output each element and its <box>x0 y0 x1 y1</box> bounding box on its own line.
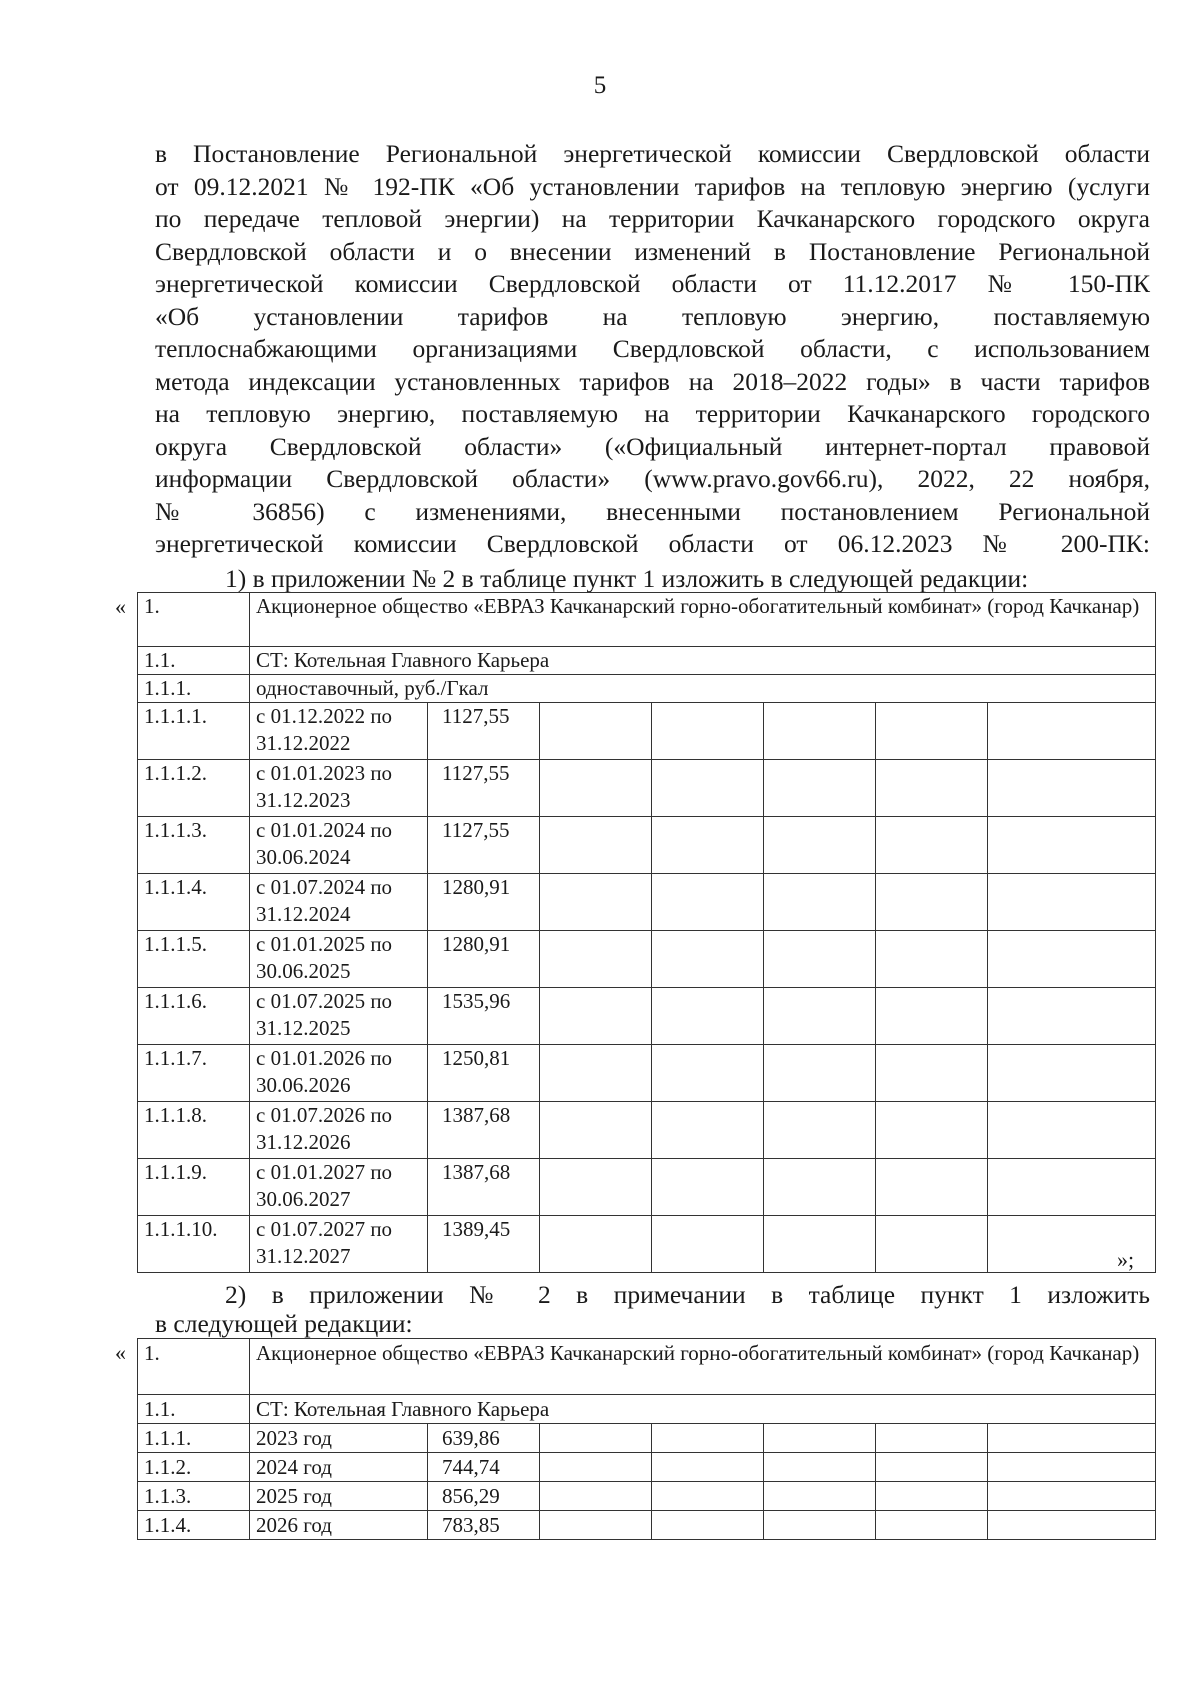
empty-cell <box>652 988 764 1045</box>
row-number: 1.1.4. <box>138 1511 250 1540</box>
intro-line: метода индексации установленных тарифов на 2018–2022 годы» в части тарифов <box>155 366 1150 396</box>
empty-cell <box>764 760 876 817</box>
period-cell: с 01.01.2024 по 30.06.2024 <box>250 817 428 874</box>
tariff-value: 1387,68 <box>428 1102 540 1159</box>
row-number: 1.1.2. <box>138 1453 250 1482</box>
empty-cell <box>652 1216 764 1273</box>
table-row <box>138 988 1156 1045</box>
empty-cell <box>764 817 876 874</box>
empty-cell <box>876 1453 988 1482</box>
item-2-text-cont: в следующей редакции: <box>155 1309 413 1338</box>
period-cell: с 01.01.2027 по 30.06.2027 <box>250 1159 428 1216</box>
table-row <box>138 1339 1156 1395</box>
intro-line: № 36856) с изменениями, внесенными постановлением Региональной <box>155 496 1150 526</box>
empty-cell <box>876 1102 988 1159</box>
empty-cell <box>540 703 652 760</box>
empty-cell <box>540 874 652 931</box>
intro-line: теплоснабжающими организациями Свердловской области, с использованием <box>155 334 1150 363</box>
table-row <box>138 593 1156 647</box>
table-row <box>138 760 1156 817</box>
empty-cell <box>764 1102 876 1159</box>
org-name: Акционерное общество «ЕВРАЗ Качканарский горно-обогатительный комбинат» (город Качканар) <box>250 593 1156 647</box>
empty-cell <box>540 1216 652 1273</box>
intro-line: на тепловую энергию, поставляемую на территории Качканарского городского <box>155 399 1150 428</box>
row-number: 1.1. <box>138 647 250 675</box>
empty-cell <box>652 817 764 874</box>
period-cell: с 01.01.2025 по 30.06.2025 <box>250 931 428 988</box>
row-number: 1.1.3. <box>138 1482 250 1511</box>
intro-line: округа Свердловской области» («Официальный интернет-портал правовой <box>155 431 1150 461</box>
note-value: 744,74 <box>428 1453 540 1482</box>
empty-cell <box>764 874 876 931</box>
period-cell: с 01.07.2025 по 31.12.2025 <box>250 988 428 1045</box>
empty-cell <box>540 1511 652 1540</box>
empty-cell <box>876 1482 988 1511</box>
empty-cell <box>764 1159 876 1216</box>
tariff-value: 1127,55 <box>428 760 540 817</box>
empty-cell <box>540 1453 652 1482</box>
row-number: 1.1.1.1. <box>138 703 250 760</box>
year-cell: 2025 год <box>250 1482 428 1511</box>
empty-cell <box>876 1216 988 1273</box>
table-row <box>138 1453 1156 1482</box>
note-value: 783,85 <box>428 1511 540 1540</box>
empty-cell <box>876 760 988 817</box>
tariff-value: 1389,45 <box>428 1216 540 1273</box>
row-number: 1.1. <box>138 1395 250 1424</box>
note-value: 639,86 <box>428 1424 540 1453</box>
empty-cell <box>540 1045 652 1102</box>
empty-cell <box>876 1045 988 1102</box>
intro-line: энергетической комиссии Свердловской области от 11.12.2017 № 150-ПК <box>155 269 1150 298</box>
empty-cell <box>876 988 988 1045</box>
empty-cell <box>652 1045 764 1102</box>
year-cell: 2026 год <box>250 1511 428 1540</box>
tariff-type: одноставочный, руб./Гкал <box>250 675 1156 703</box>
table-row <box>138 647 1156 675</box>
row-number: 1.1.1.9. <box>138 1159 250 1216</box>
empty-cell <box>652 1159 764 1216</box>
open-quote-2: « <box>115 1340 126 1365</box>
row-number: 1.1.1.10. <box>138 1216 250 1273</box>
empty-cell <box>764 1511 876 1540</box>
tariff-value: 1250,81 <box>428 1045 540 1102</box>
empty-cell <box>988 1482 1156 1511</box>
table-row <box>138 874 1156 931</box>
empty-cell <box>876 931 988 988</box>
empty-cell <box>988 1453 1156 1482</box>
empty-cell <box>652 703 764 760</box>
intro-line: в Постановление Региональной энергетической комиссии Свердловской области <box>155 139 1150 168</box>
empty-cell <box>988 703 1156 760</box>
empty-cell <box>876 874 988 931</box>
table-row <box>138 1216 1156 1273</box>
source-name: СТ: Котельная Главного Карьера <box>250 1395 1156 1424</box>
intro-line: «Об установлении тарифов на тепловую энергию, поставляемую <box>155 301 1150 331</box>
empty-cell <box>764 1424 876 1453</box>
empty-cell <box>540 1102 652 1159</box>
row-number: 1.1.1.8. <box>138 1102 250 1159</box>
tariff-value: 1387,68 <box>428 1159 540 1216</box>
table-row <box>138 1424 1156 1453</box>
row-number: 1. <box>138 1339 250 1395</box>
table-row <box>138 817 1156 874</box>
item-1-text: 1) в приложении № 2 в таблице пункт 1 изложить в следующей редакции: <box>225 564 1029 593</box>
empty-cell <box>540 931 652 988</box>
period-cell: с 01.07.2027 по 31.12.2027 <box>250 1216 428 1273</box>
empty-cell <box>540 988 652 1045</box>
row-number: 1.1.1.3. <box>138 817 250 874</box>
empty-cell <box>764 1482 876 1511</box>
period-cell: с 01.01.2026 по 30.06.2026 <box>250 1045 428 1102</box>
tariff-value: 1127,55 <box>428 817 540 874</box>
empty-cell <box>988 760 1156 817</box>
intro-line: энергетической комиссии Свердловской области от 06.12.2023 № 200-ПК: <box>155 529 1150 558</box>
empty-cell <box>652 1453 764 1482</box>
tariff-value: 1280,91 <box>428 931 540 988</box>
intro-line: от 09.12.2021 № 192-ПК «Об установлении тарифов на тепловую энергию (услуги <box>155 171 1150 201</box>
row-number: 1.1.1.2. <box>138 760 250 817</box>
empty-cell <box>988 1045 1156 1102</box>
empty-cell <box>652 1511 764 1540</box>
row-number: 1.1.1.6. <box>138 988 250 1045</box>
table-row <box>138 1395 1156 1424</box>
period-cell: с 01.12.2022 по 31.12.2022 <box>250 703 428 760</box>
page-number: 5 <box>593 72 607 99</box>
intro-paragraph <box>155 138 1150 561</box>
empty-cell <box>764 1216 876 1273</box>
empty-cell <box>764 703 876 760</box>
empty-cell <box>988 1159 1156 1216</box>
empty-cell <box>652 1482 764 1511</box>
intro-line: по передаче тепловой энергии) на территории Качканарского городского округа <box>155 204 1150 233</box>
empty-cell <box>540 760 652 817</box>
empty-cell <box>540 1424 652 1453</box>
item-2-text: 2) в приложении № 2 в примечании в таблице пункт 1 изложить <box>225 1280 1150 1309</box>
table-row <box>138 675 1156 703</box>
tariff-value: 1535,96 <box>428 988 540 1045</box>
empty-cell <box>876 817 988 874</box>
empty-cell <box>540 1482 652 1511</box>
empty-cell <box>652 874 764 931</box>
row-number: 1.1.1.7. <box>138 1045 250 1102</box>
empty-cell <box>988 988 1156 1045</box>
empty-cell <box>764 931 876 988</box>
period-cell: с 01.01.2023 по 31.12.2023 <box>250 760 428 817</box>
row-number: 1.1.1.5. <box>138 931 250 988</box>
empty-cell <box>988 931 1156 988</box>
row-number: 1.1.1.4. <box>138 874 250 931</box>
empty-cell <box>764 1045 876 1102</box>
empty-cell <box>652 931 764 988</box>
empty-cell <box>876 1159 988 1216</box>
empty-cell <box>876 1424 988 1453</box>
empty-cell <box>876 703 988 760</box>
table-row <box>138 1045 1156 1102</box>
note-value: 856,29 <box>428 1482 540 1511</box>
empty-cell <box>652 1102 764 1159</box>
note-table <box>137 1338 1156 1540</box>
tariff-value: 1127,55 <box>428 703 540 760</box>
table-row <box>138 1102 1156 1159</box>
empty-cell <box>764 1453 876 1482</box>
row-number: 1.1.1. <box>138 675 250 703</box>
empty-cell <box>652 760 764 817</box>
empty-cell <box>764 988 876 1045</box>
table-row <box>138 931 1156 988</box>
empty-cell <box>988 874 1156 931</box>
empty-cell <box>540 1159 652 1216</box>
empty-cell <box>540 817 652 874</box>
table-row <box>138 1511 1156 1540</box>
empty-cell <box>988 1102 1156 1159</box>
period-cell: с 01.07.2024 по 31.12.2024 <box>250 874 428 931</box>
period-cell: с 01.07.2026 по 31.12.2026 <box>250 1102 428 1159</box>
tariff-table <box>137 592 1156 1273</box>
source-name: СТ: Котельная Главного Карьера <box>250 647 1156 675</box>
org-name: Акционерное общество «ЕВРАЗ Качканарский горно-обогатительный комбинат» (город Качканар) <box>250 1339 1156 1395</box>
table-row <box>138 1482 1156 1511</box>
close-quote-1: »; <box>1117 1247 1135 1272</box>
table-row <box>138 703 1156 760</box>
empty-cell <box>988 1424 1156 1453</box>
empty-cell <box>876 1511 988 1540</box>
intro-line: Свердловской области и о внесении изменений в Постановление Региональной <box>155 236 1150 266</box>
empty-cell <box>988 1511 1156 1540</box>
year-cell: 2024 год <box>250 1453 428 1482</box>
empty-cell <box>652 1424 764 1453</box>
year-cell: 2023 год <box>250 1424 428 1453</box>
row-number: 1.1.1. <box>138 1424 250 1453</box>
open-quote-1: « <box>115 594 126 619</box>
intro-line: информации Свердловской области» (www.pravo.gov66.ru), 2022, 22 ноября, <box>155 464 1150 493</box>
empty-cell <box>988 817 1156 874</box>
table-row <box>138 1159 1156 1216</box>
tariff-value: 1280,91 <box>428 874 540 931</box>
row-number: 1. <box>138 593 250 647</box>
